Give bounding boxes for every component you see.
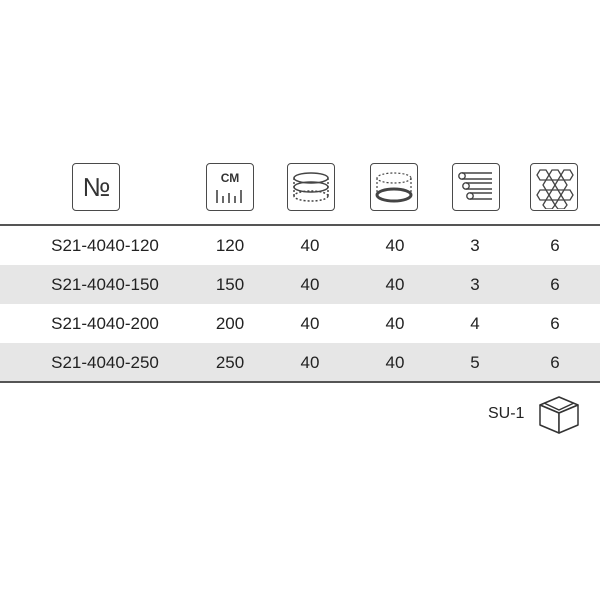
- table-bottom-rule: [0, 381, 600, 383]
- diameter-value: 40: [300, 353, 320, 372]
- rods-value: 4: [470, 314, 480, 333]
- ring-thickness-icon: [370, 163, 418, 211]
- mesh-value: 6: [550, 353, 560, 372]
- thickness-value: 40: [385, 353, 405, 372]
- table-row: [0, 343, 600, 382]
- product-code: S21-4040-200: [51, 314, 159, 333]
- product-code: S21-4040-150: [51, 275, 159, 294]
- diameter-value: 40: [300, 314, 320, 333]
- thickness-value: 40: [385, 314, 405, 333]
- rods-value: 5: [470, 353, 480, 372]
- table-row: [0, 226, 600, 265]
- thickness-value: 40: [385, 236, 405, 255]
- length-value: 250: [215, 353, 245, 372]
- length-value: 120: [215, 236, 245, 255]
- thickness-value: 40: [385, 275, 405, 294]
- ring-diameter-icon: [287, 163, 335, 211]
- number-symbol: №: [82, 171, 110, 202]
- length-value: 200: [215, 314, 245, 333]
- box-icon: [536, 393, 582, 442]
- rods-value: 3: [470, 275, 480, 294]
- table-row: [0, 304, 600, 343]
- rods-value: 3: [470, 236, 480, 255]
- number-icon: [72, 163, 120, 211]
- mesh-value: 6: [550, 236, 560, 255]
- mesh-value: 6: [550, 275, 560, 294]
- mesh-icon: [530, 163, 578, 211]
- product-code: S21-4040-120: [51, 236, 159, 255]
- length-value: 150: [215, 275, 245, 294]
- mesh-value: 6: [550, 314, 560, 333]
- rods-icon: [452, 163, 500, 211]
- table-row: [0, 265, 600, 304]
- diameter-value: 40: [300, 236, 320, 255]
- product-code: S21-4040-250: [51, 353, 159, 372]
- length-unit-label: СМ: [220, 171, 240, 185]
- length-cm-icon: [206, 163, 254, 211]
- diameter-value: 40: [300, 275, 320, 294]
- packaging-label: SU-1: [488, 405, 525, 422]
